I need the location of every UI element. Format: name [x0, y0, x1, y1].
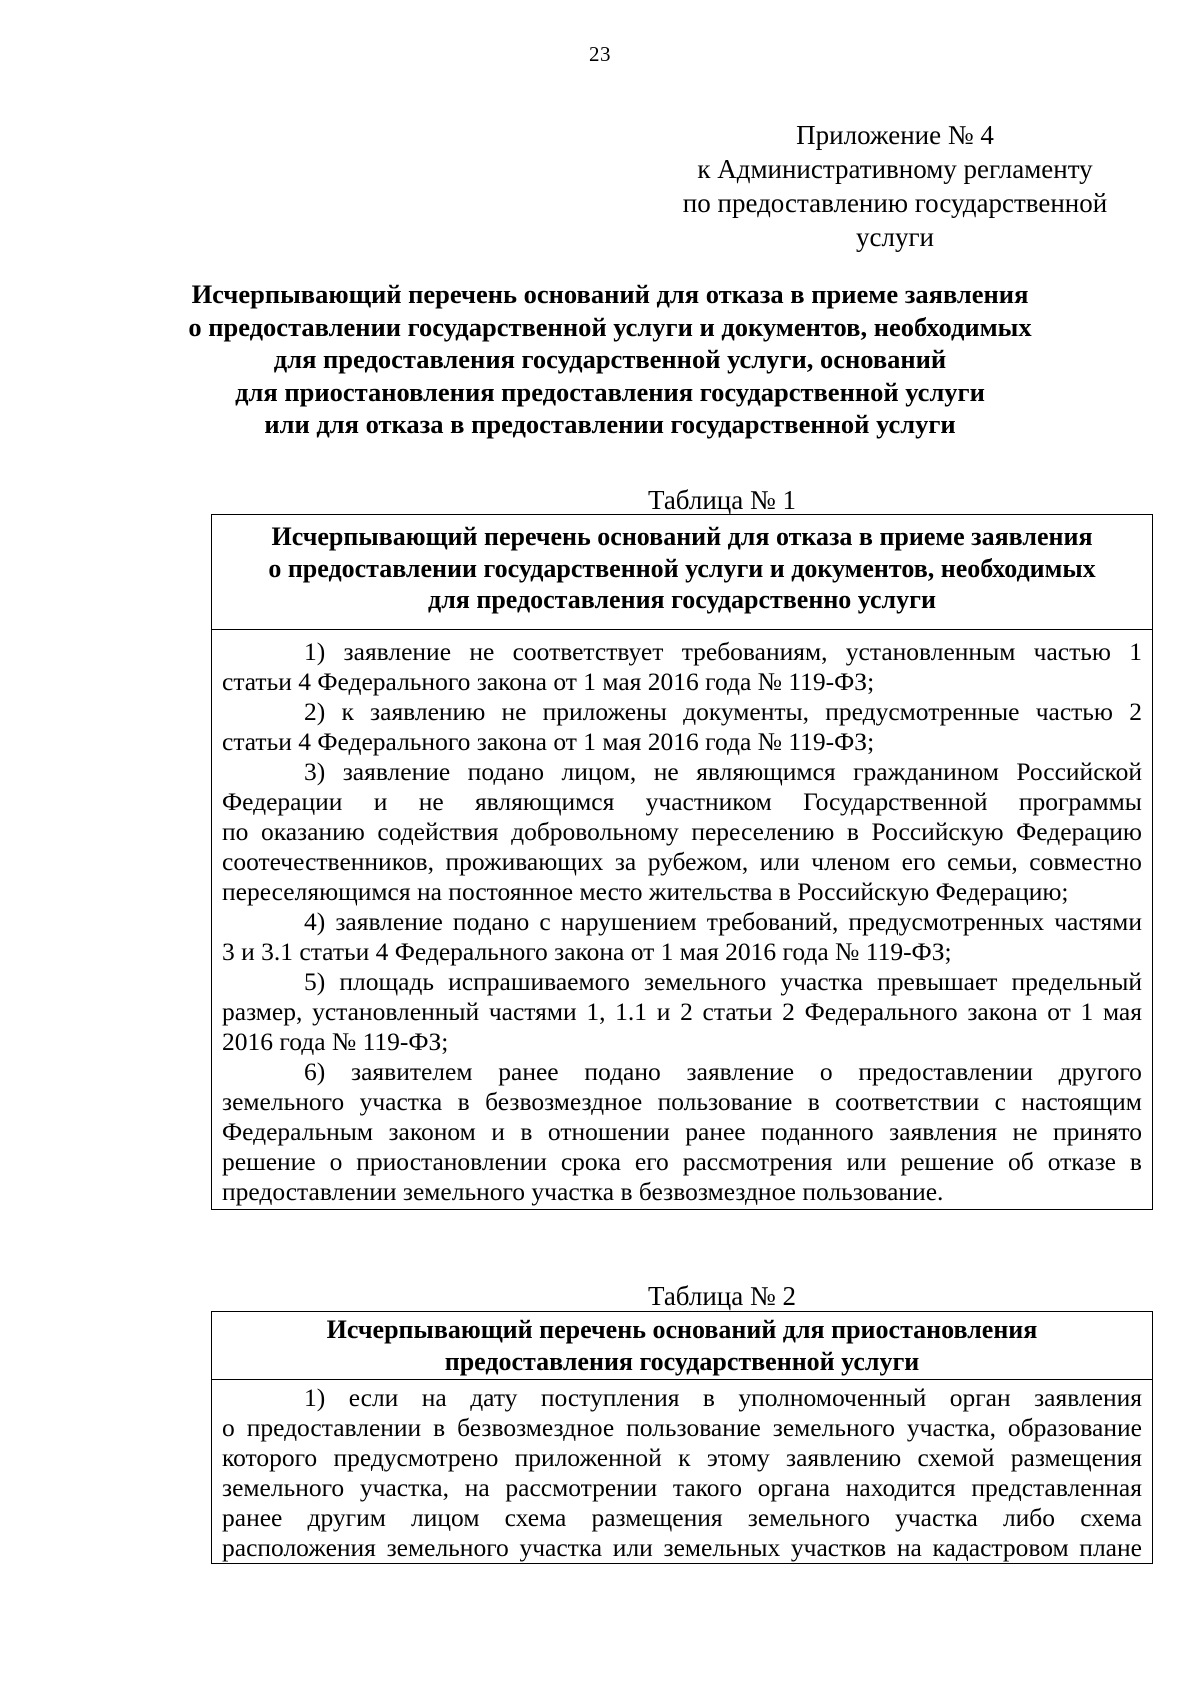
table-1-line: статьи 4 Федерального закона от 1 мая 2016 года № 119-ФЗ; — [222, 667, 875, 696]
table-1-line: соотечественников, проживающих за рубежом, или членом его семьи, совместно — [222, 847, 1142, 876]
appendix-line: Приложение № 4 — [796, 120, 994, 150]
title-line: или для отказа в предоставлении государственной услуги — [264, 409, 956, 439]
table-2-header — [212, 1312, 1152, 1380]
table-2-line: расположения земельного участка или земельных участков на кадастровом плане — [222, 1533, 1142, 1562]
table-1-caption: Таблица № 1 — [648, 485, 796, 515]
table-2 — [211, 1311, 1153, 1564]
table-header-line: предоставления государственной услуги — [444, 1346, 920, 1376]
table-1-line: 2016 года № 119-ФЗ; — [222, 1027, 449, 1056]
table-1-line: 2) к заявлению не приложены документы, предусмотренные частью 2 — [304, 697, 1142, 726]
appendix-line: к Административному регламенту — [697, 154, 1093, 184]
table-2-caption: Таблица № 2 — [648, 1281, 796, 1311]
table-1-line: решение о приостановлении срока его рассмотрения или решение об отказе в — [222, 1147, 1142, 1176]
table-1-line: 3 и 3.1 статьи 4 Федерального закона от 1 мая 2016 года № 119-ФЗ; — [222, 937, 952, 966]
table-1-line: 1) заявление не соответствует требованиям, установленным частью 1 — [304, 637, 1142, 666]
table-1-line: 3) заявление подано лицом, не являющимся гражданином Российской — [304, 757, 1142, 786]
document-title — [180, 278, 1040, 441]
table-2-line: 1) если на дату поступления в уполномоченный орган заявления — [304, 1383, 1142, 1412]
table-2-line: которого предусмотрено приложенной к этому заявлению схемой размещения — [222, 1443, 1142, 1472]
page-number: 23 — [589, 42, 611, 66]
table-1-line: 5) площадь испрашиваемого земельного участка превышает предельный — [304, 967, 1142, 996]
table-1-body — [212, 630, 1152, 1209]
table-header-line: о предоставлении государственной услуги и документов, необходимых — [268, 553, 1096, 583]
title-line: о предоставлении государственной услуги и документов, необходимых — [188, 311, 1032, 342]
title-line: для приостановления предоставления государственной услуги — [235, 376, 985, 407]
table-header-line: Исчерпывающий перечень оснований для приостановления — [326, 1315, 1038, 1344]
title-line: Исчерпывающий перечень оснований для отказа в приеме заявления — [191, 279, 1029, 309]
title-line: для предоставления государственной услуги, оснований — [273, 344, 947, 374]
table-1-line: по оказанию содействия добровольному переселению в Российскую Федерацию — [222, 817, 1142, 846]
table-1-line: Федеральным законом и в отношении ранее поданного заявления не принято — [222, 1117, 1142, 1146]
table-1-line: предоставлении земельного участка в безвозмездное пользование. — [222, 1177, 944, 1206]
table-1-line: переселяющимся на постоянное место жительства в Российскую Федерацию; — [222, 877, 1069, 906]
appendix-line: услуги — [856, 222, 934, 252]
appendix-heading — [660, 118, 1130, 254]
table-2-line: ранее другим лицом схема размещения земельного участка либо схема — [222, 1503, 1142, 1532]
table-1-line: 4) заявление подано с нарушением требований, предусмотренных частями — [304, 907, 1142, 936]
table-2-body — [212, 1380, 1152, 1563]
table-header-line: Исчерпывающий перечень оснований для отказа в приеме заявления — [271, 522, 1093, 551]
table-1-header — [212, 515, 1152, 630]
table-2-line: земельного участка, на рассмотрении такого органа находится представленная — [222, 1473, 1142, 1502]
table-1-line: 6) заявителем ранее подано заявление о предоставлении другого — [304, 1057, 1142, 1086]
table-header-line: для предоставления государственно услуги — [428, 585, 936, 614]
appendix-line: по предоставлению государственной — [682, 188, 1108, 218]
table-1-line: статьи 4 Федерального закона от 1 мая 2016 года № 119-ФЗ; — [222, 727, 875, 756]
table-2-line: о предоставлении в безвозмездное пользование земельного участка, образование — [222, 1413, 1142, 1442]
table-1-line: земельного участка в безвозмездное пользование в соответствии с настоящим — [222, 1087, 1142, 1116]
table-1-line: размер, установленный частями 1, 1.1 и 2 статьи 2 Федерального закона от 1 мая — [222, 997, 1142, 1026]
table-1-line: Федерации и не являющимся участником Государственной программы — [222, 787, 1142, 816]
table-1 — [211, 514, 1153, 1210]
